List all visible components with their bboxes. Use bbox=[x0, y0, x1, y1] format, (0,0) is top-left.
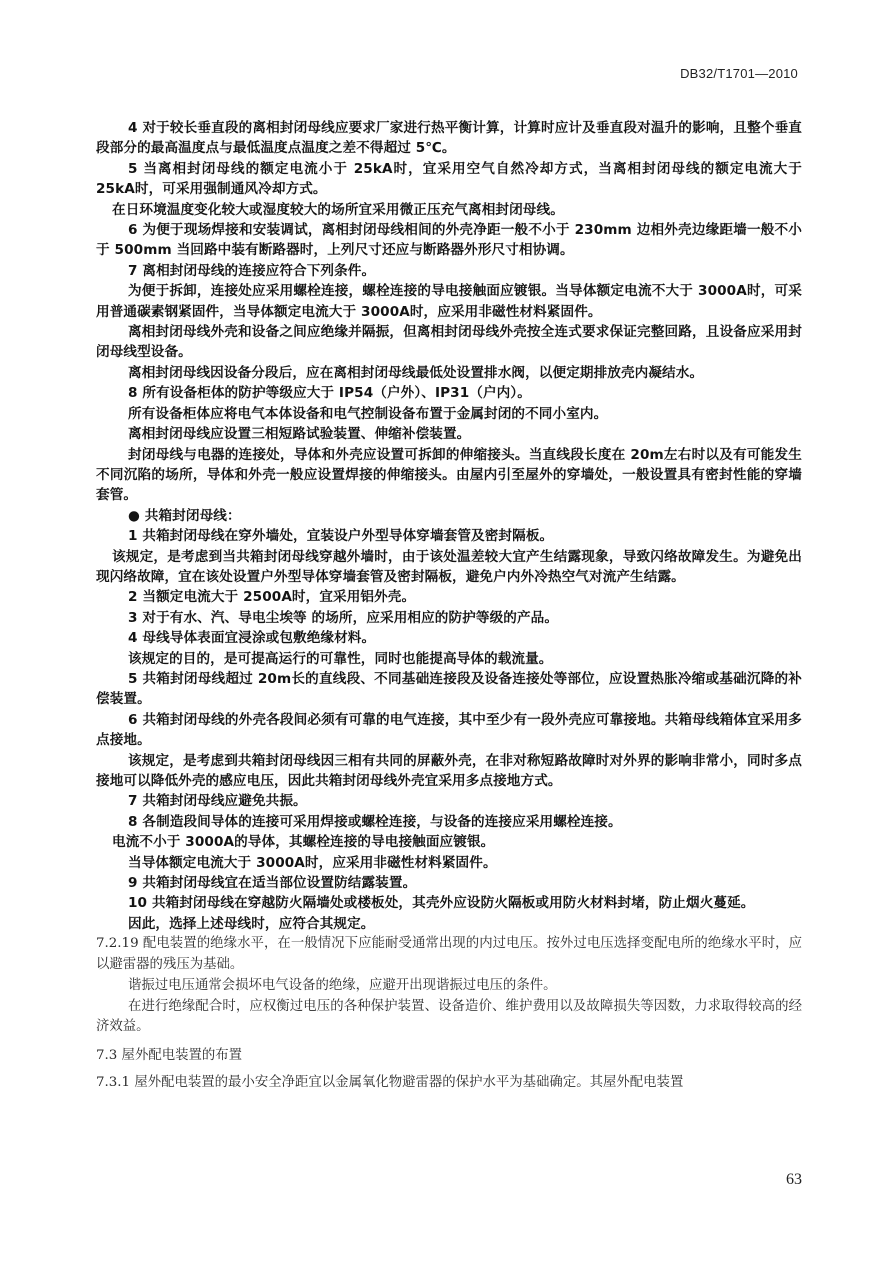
paragraph: 5 当离相封闭母线的额定电流小于 25kA时，宜采用空气自然冷却方式，当离相封闭母线的额定电流大于 25kA时，可采用强制通风冷却方式。 bbox=[96, 160, 802, 198]
paragraph: 该规定，是考虑到共箱封闭母线因三相有共同的屏蔽外壳，在非对称短路故障时对外界的影响非常小，同时多点接地可以降低外壳的感应电压，因此共箱封闭母线外壳宜采用多点接地方式。 bbox=[96, 752, 802, 789]
paragraph: 在日环境温度变化较大或湿度较大的场所宜采用微正压充气离相封闭母线。 bbox=[112, 201, 564, 218]
paragraph: 离相封闭母线因设备分段后，应在离相封闭母线最低处设置排水阀，以便定期排放壳内凝结水。 bbox=[128, 364, 704, 381]
paragraph: 6 为便于现场焊接和安装调试，离相封闭母线相间的外壳净距一般不小于 230mm 边相外壳边缘距墙一般不小于 500mm 当回路中装有断路器时，上列尺寸还应与断路器外形尺寸相协调。 bbox=[96, 222, 802, 259]
paragraph: 7 离相封闭母线的连接应符合下列条件。 bbox=[128, 262, 376, 279]
paragraph: 所有设备柜体应将电气本体设备和电气控制设备布置于金属封闭的不同小室内。 bbox=[128, 405, 608, 422]
paragraph: 2 当额定电流大于 2500A时，宜采用铝外壳。 bbox=[128, 589, 416, 606]
paragraph: 6 共箱封闭母线的外壳各段间必须有可靠的电气连接，其中至少有一段外壳应可靠接地。共箱母线箱体宜采用多点接地。 bbox=[96, 711, 802, 749]
paragraph: 7.3 屋外配电装置的布置 bbox=[96, 1048, 243, 1064]
paragraph: 8 所有设备柜体的防护等级应大于 IP54（户外）、IP31（户内）。 bbox=[128, 385, 531, 402]
paragraph: 离相封闭母线外壳和设备之间应绝缘并隔振，但离相封闭母线外壳按全连式要求保证完整回路，且设备应采用封闭母线型设备。 bbox=[96, 324, 802, 361]
paragraph: 1 共箱封闭母线在穿外墙处，宜装设户外型导体穿墙套管及密封隔板。 bbox=[128, 528, 554, 545]
paragraph: 5 共箱封闭母线超过 20m长的直线段、不同基础连接段及设备连接处等部位，应设置热胀冷缩或基础沉降的补偿装置。 bbox=[96, 670, 802, 708]
document-code-header: DB32/T1701—2010 bbox=[680, 66, 798, 81]
paragraph: 10 共箱封闭母线在穿越防火隔墙处或楼板处，其壳外应设防火隔板或用防火材料封堵，防止烟火蔓延。 bbox=[128, 895, 755, 912]
paragraph: 因此，选择上述母线时，应符合其规定。 bbox=[128, 915, 375, 932]
paragraph: 7 共箱封闭母线应避免共振。 bbox=[128, 793, 307, 810]
paragraph: 9 共箱封闭母线宜在适当部位设置防结露装置。 bbox=[128, 875, 417, 892]
paragraph: 7.2.19 配电装置的绝缘水平，在一般情况下应能耐受通常出现的内过电压。按外过电压选择变配电所的绝缘水平时，应以避雷器的残压为基础。 bbox=[96, 936, 802, 973]
body-text bbox=[96, 118, 802, 1094]
paragraph: 当导体额定电流大于 3000A时，应采用非磁性材料紧固件。 bbox=[128, 854, 497, 871]
paragraph: 封闭母线与电器的连接处，导体和外壳应设置可拆卸的伸缩接头。当直线段长度在 20m左右时以及有可能发生不同沉陷的场所，导体和外壳一般应设置焊接的伸缩接头。由屋内引至屋外的穿墙处，一般设置具有密封性能的穿墙套管。 bbox=[96, 446, 802, 504]
paragraph: 4 对于较长垂直段的离相封闭母线应要求厂家进行热平衡计算，计算时应计及垂直段对温升的影响，且整个垂直段部分的最高温度点与最低温度点温度之差不得超过 5℃。 bbox=[96, 120, 802, 157]
paragraph: 该规定，是考虑到当共箱封闭母线穿越外墙时，由于该处温差较大宜产生结露现象，导致闪络故障发生。为避免出现闪络故障，宜在该处设置户外型导体穿墙套管及密封隔板，避免户内外冷热空气对流产生结露。 bbox=[96, 548, 802, 585]
paragraph: 为便于拆卸，连接处应采用螺栓连接，螺栓连接的导电接触面应镀银。当导体额定电流不大于 3000A时，可采用普通碳素钢紧固件，当导体额定电流大于 3000A时，应采用非磁性材料紧固件。 bbox=[96, 283, 802, 320]
paragraph: 离相封闭母线应设置三相短路试验装置、伸缩补偿装置。 bbox=[128, 426, 471, 443]
page-number: 63 bbox=[786, 1171, 802, 1188]
paragraph: 4 母线导体表面宜浸涂或包敷绝缘材料。 bbox=[128, 630, 376, 647]
paragraph: 在进行绝缘配合时，应权衡过电压的各种保护装置、设备造价、维护费用以及故障损失等因数，力求取得较高的经济效益。 bbox=[96, 998, 802, 1035]
paragraph: 该规定的目的，是可提高运行的可靠性，同时也能提高导体的载流量。 bbox=[128, 650, 553, 667]
paragraph: 电流不小于 3000A的导体，其螺栓连接的导电接触面应镀银。 bbox=[112, 834, 495, 851]
paragraph: ● 共箱封闭母线： bbox=[128, 507, 241, 524]
paragraph: 3 对于有水、汽、导电尘埃等 的场所，应采用相应的防护等级的产品。 bbox=[128, 609, 559, 626]
paragraph: 谐振过电压通常会损坏电气设备的绝缘，应避开出现谐振过电压的条件。 bbox=[128, 977, 557, 993]
paragraph: 8 各制造段间导体的连接可采用焊接或螺栓连接，与设备的连接应采用螺栓连接。 bbox=[128, 813, 622, 830]
paragraph: 7.3.1 屋外配电装置的最小安全净距宜以金属氧化物避雷器的保护水平为基础确定。其屋外配电装置 bbox=[96, 1075, 684, 1091]
